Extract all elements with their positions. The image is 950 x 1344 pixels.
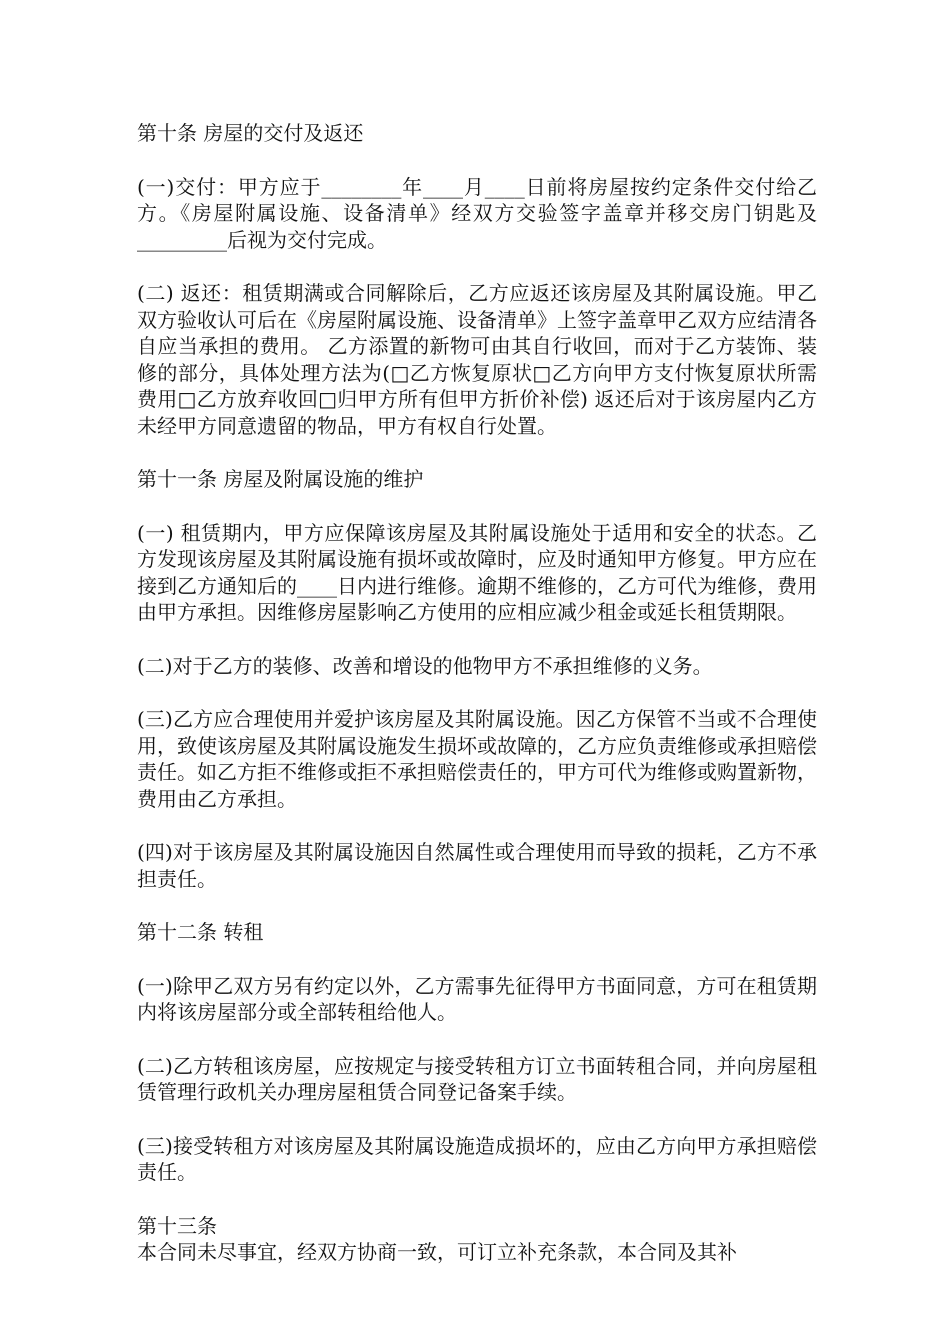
article-13-heading: 第十三条 [137, 1213, 217, 1238]
article-11-heading: 第十一条 房屋及附属设施的维护 [137, 467, 424, 491]
article-12-clause-1: (一)除甲乙双方另有约定以外，乙方需事先征得甲方书面同意，方可在租赁期内将该房屋部分或全部转租给他人。 [137, 973, 817, 1024]
article-12-clause-2: (二)乙方转租该房屋，应按规定与接受转租方订立书面转租合同，并向房屋租赁管理行政机关办理房屋租赁合同登记备案手续。 [137, 1053, 817, 1104]
article-10-clause-2: (二) 返还：租赁期满或合同解除后，乙方应返还该房屋及其附属设施。甲乙双方验收认可后在《房屋附属设施、设备清单》上签字盖章甲乙双方应结清各自应当承担的费用。 乙方添置的新物可由其自行收回，而对于乙方装饰、装修的部分，具体处理方法为(□乙方恢复原状□乙方向甲方支付恢复原状所需费用□乙方放弃收回□归甲方所有但甲方折价补偿) 返还后对于该房屋内乙方未经甲方同意遗留的物品，甲方有权自行处置。 [137, 281, 817, 438]
article-12-clause-3: (三)接受转租方对该房屋及其附属设施造成损坏的，应由乙方向甲方承担赔偿责任。 [137, 1133, 817, 1184]
article-11-clause-2: (二)对于乙方的装修、改善和增设的他物甲方不承担维修的义务。 [137, 653, 713, 678]
article-11-clause-3: (三)乙方应合理使用并爱护该房屋及其附属设施。因乙方保管不当或不合理使用，致使该房屋及其附属设施发生损坏或故障的，乙方应负责维修或承担赔偿责任。如乙方拒不维修或拒不承担赔偿责任的，甲方可代为维修或购置新物，费用由乙方承担。 [137, 707, 817, 811]
article-11-clause-1: (一) 租赁期内，甲方应保障该房屋及其附属设施处于适用和安全的状态。乙方发现该房屋及其附属设施有损坏或故障时，应及时通知甲方修复。甲方应在接到乙方通知后的____日内进行维修。逾期不维修的，乙方可代为维修，费用由甲方承担。因维修房屋影响乙方使用的应相应减少租金或延长租赁期限。 [137, 520, 817, 624]
article-12-heading: 第十二条 转租 [137, 920, 264, 944]
article-11-clause-4: (四)对于该房屋及其附属设施因自然属性或合理使用而导致的损耗，乙方不承担责任。 [137, 840, 817, 891]
article-10-heading: 第十条 房屋的交付及返还 [137, 121, 364, 145]
article-10-clause-1: (一)交付：甲方应于________年____月____日前将房屋按约定条件交付给乙方。《房屋附属设施、设备清单》经双方交验签字盖章并移交房门钥匙及_________后视为交付完成。 [137, 174, 817, 252]
document-page [137, 120, 817, 1266]
article-13-text: 本合同未尽事宜，经双方协商一致，可订立补充条款，本合同及其补 [137, 1240, 737, 1264]
